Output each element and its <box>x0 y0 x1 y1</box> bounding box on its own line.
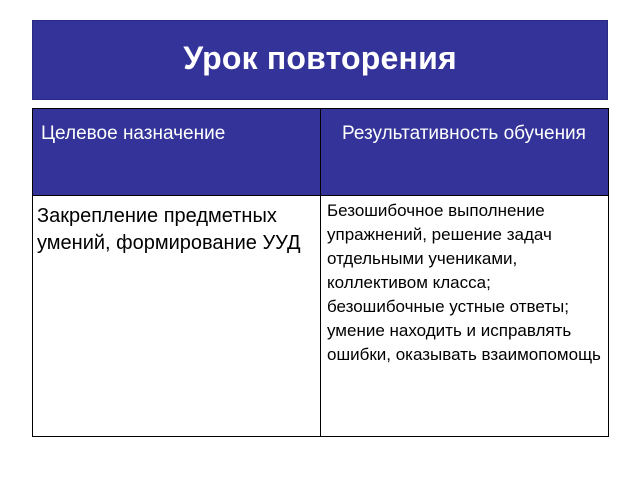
body-cell-purpose: Закрепление предметных умений, формирование УУД <box>37 205 301 254</box>
slide-title-banner <box>32 20 608 100</box>
slide-title: Урок повторения <box>183 39 457 76</box>
lesson-table <box>32 108 609 437</box>
body-cell-effectiveness: Безошибочное выполнение упражнений, решение задач отдельными учениками, коллективом класса; безошибочные устные ответы; умение находить и исправлять ошибки, оказывать взаимопомощь <box>327 201 601 364</box>
header-cell-purpose: Целевое назначение <box>41 123 226 144</box>
header-cell-effectiveness: Результативность обучения <box>342 123 586 144</box>
column-divider <box>320 109 321 436</box>
